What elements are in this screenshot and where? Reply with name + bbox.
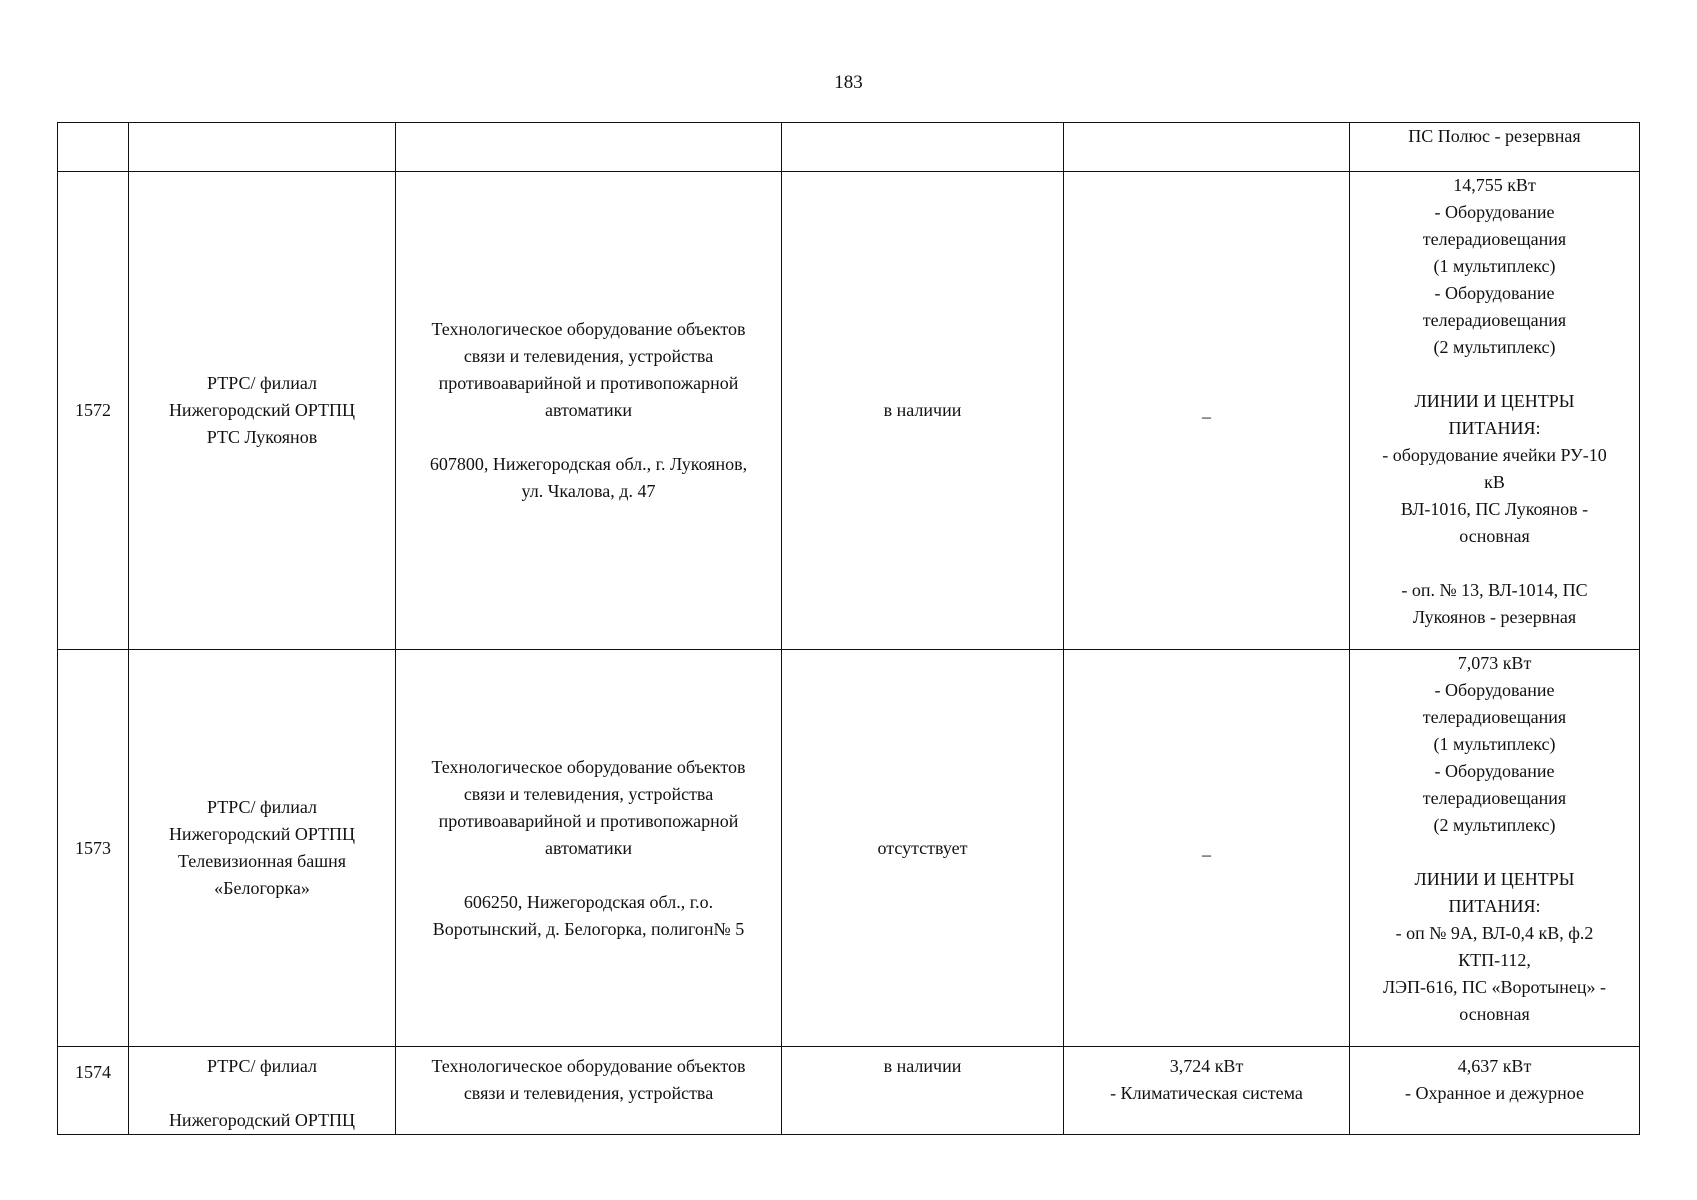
table-row <box>58 650 1640 1047</box>
data-table <box>57 122 1640 1135</box>
organization-cell: РТРС/ филиал Нижегородский ОРТПЦ РТС Лукоянов <box>129 172 396 650</box>
power-cell <box>1064 123 1350 172</box>
status-cell <box>782 123 1064 172</box>
row-number-cell: 1573 <box>58 650 129 1047</box>
table-row <box>58 172 1640 650</box>
power-lines-cell: 7,073 кВт - Оборудование телерадиовещания (1 мультиплекс) - Оборудование телерадиовещания (2 мультиплекс) ЛИНИИ И ЦЕНТРЫ ПИТАНИЯ: - оп № 9А, ВЛ-0,4 кВ, ф.2 КТП-112, ЛЭП-616, ПС «Воротынец» - основная <box>1350 650 1640 1047</box>
equipment-cell: Технологическое оборудование объектов связи и телевидения, устройства противоаварийной и противопожарной автоматики 607800, Нижегородская обл., г. Лукоянов, ул. Чкалова, д. 47 <box>396 172 782 650</box>
power-lines-cell: ПС Полюс - резервная <box>1350 123 1640 172</box>
row-number-cell <box>58 123 129 172</box>
status-cell: в наличии <box>782 1047 1064 1135</box>
equipment-cell <box>396 123 782 172</box>
equipment-cell: Технологическое оборудование объектов связи и телевидения, устройства противоаварийной и противопожарной автоматики 606250, Нижегородская обл., г.о. Воротынский, д. Белогорка, полигон№ 5 <box>396 650 782 1047</box>
status-cell: в наличии <box>782 172 1064 650</box>
page-number: 183 <box>834 72 863 93</box>
power-lines-cell: 4,637 кВт - Охранное и дежурное <box>1350 1047 1640 1135</box>
power-lines-cell: 14,755 кВт - Оборудование телерадиовещания (1 мультиплекс) - Оборудование телерадиовещания (2 мультиплекс) ЛИНИИ И ЦЕНТРЫ ПИТАНИЯ: - оборудование ячейки РУ-10 кВ ВЛ-1016, ПС Лукоянов - основная - оп. № 13, ВЛ-1014, ПС Лукоянов - резервная <box>1350 172 1640 650</box>
table-row <box>58 123 1640 172</box>
organization-cell: РТРС/ филиал Нижегородский ОРТПЦ Телевизионная башня «Белогорка» <box>129 650 396 1047</box>
power-cell: 3,724 кВт - Климатическая система <box>1064 1047 1350 1135</box>
status-cell: отсутствует <box>782 650 1064 1047</box>
organization-cell: РТРС/ филиал Нижегородский ОРТПЦ <box>129 1047 396 1135</box>
power-cell: _ <box>1064 172 1350 650</box>
power-cell: _ <box>1064 650 1350 1047</box>
table-row <box>58 1047 1640 1135</box>
row-number-cell: 1572 <box>58 172 129 650</box>
organization-cell <box>129 123 396 172</box>
row-number-cell: 1574 <box>58 1047 129 1135</box>
equipment-cell: Технологическое оборудование объектов связи и телевидения, устройства <box>396 1047 782 1135</box>
